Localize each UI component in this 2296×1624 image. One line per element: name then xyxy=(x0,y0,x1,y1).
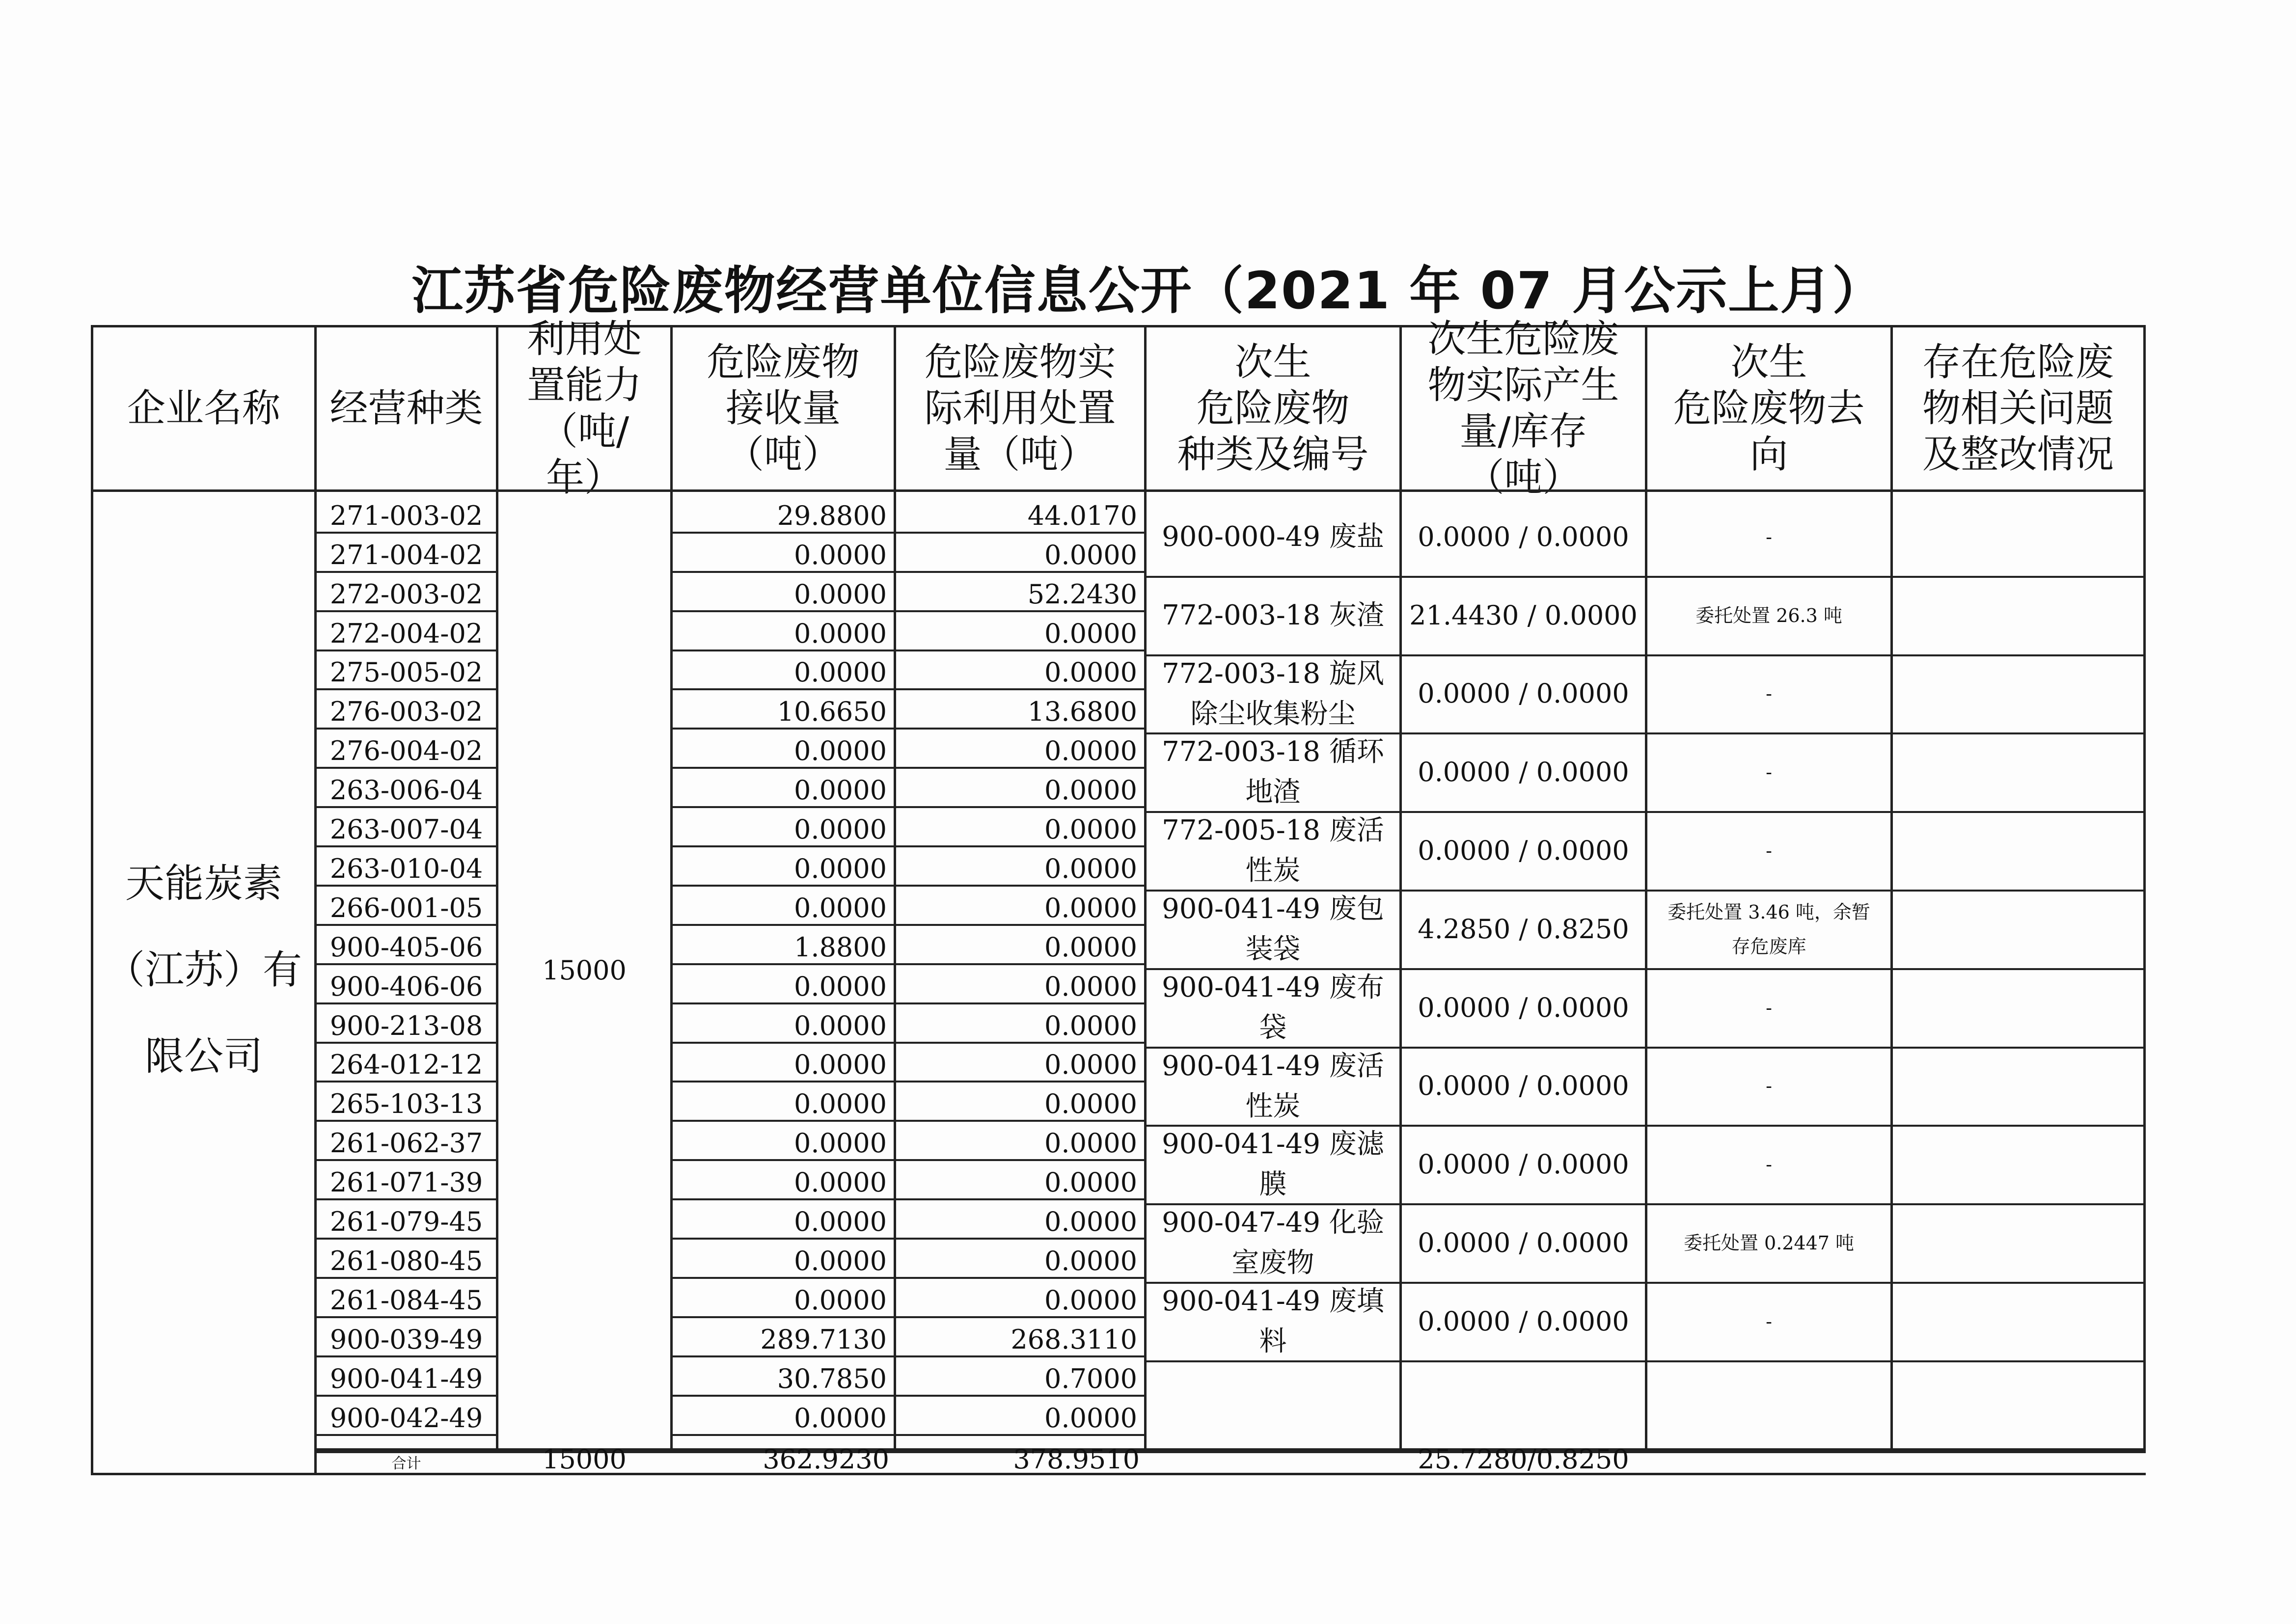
processed-value: 0.0000 xyxy=(896,926,1144,965)
secondary-waste-type: 772-003-18 旋风 除尘收集粉尘 xyxy=(1147,656,1399,735)
secondary-waste-type: 900-047-49 化验 室废物 xyxy=(1147,1205,1399,1284)
category-code: 265-103-13 xyxy=(317,1083,496,1122)
secondary-waste-type: 900-041-49 废滤 膜 xyxy=(1147,1127,1399,1205)
issue-cell xyxy=(1893,970,2143,1049)
issue-cell xyxy=(1893,656,2143,735)
processed-value: 0.0000 xyxy=(896,1279,1144,1318)
processed-value: 52.2430 xyxy=(896,573,1144,612)
secondary-waste-type: 772-003-18 循环 地渣 xyxy=(1147,734,1399,813)
category-code: 900-041-49 xyxy=(317,1357,496,1397)
header-capacity: 利用处 置能力 （吨/ 年） xyxy=(496,325,673,492)
secondary-amount: 0.0000 / 0.0000 xyxy=(1402,1284,1645,1362)
secondary-waste-type: 900-041-49 废活 性炭 xyxy=(1147,1049,1399,1127)
received-value: 0.0000 xyxy=(673,1279,894,1318)
received-value: 29.8800 xyxy=(673,494,894,534)
category-code: 261-071-39 xyxy=(317,1161,496,1200)
received-value: 0.0000 xyxy=(673,769,894,808)
secondary-amount: 0.0000 / 0.0000 xyxy=(1402,1127,1645,1205)
received-value: 10.6650 xyxy=(673,691,894,730)
received-value: 0.0000 xyxy=(673,534,894,573)
secondary-waste-type: 772-003-18 灰渣 xyxy=(1147,578,1399,656)
category-code: 900-039-49 xyxy=(317,1318,496,1357)
category-code: 900-042-49 xyxy=(317,1397,496,1436)
category-code: 263-010-04 xyxy=(317,847,496,887)
category-code: 261-084-45 xyxy=(317,1279,496,1318)
processed-value: 0.0000 xyxy=(896,1004,1144,1044)
received-value: 0.0000 xyxy=(673,1200,894,1240)
processed-value: 0.0000 xyxy=(896,1083,1144,1122)
secondary-destination: 委托处置 26.3 吨 xyxy=(1647,578,1890,656)
header-secondary-type: 次生 危险废物 种类及编号 xyxy=(1144,325,1402,492)
processed-value: 0.0000 xyxy=(896,730,1144,769)
category-code: 261-079-45 xyxy=(317,1200,496,1240)
category-code: 276-003-02 xyxy=(317,691,496,730)
company-name: 天能炭素 （江苏）有 限公司 xyxy=(106,861,302,1079)
received-value: 0.0000 xyxy=(673,1083,894,1122)
secondary-destination: - xyxy=(1647,656,1890,735)
secondary-waste-type: 900-041-49 废填 料 xyxy=(1147,1284,1399,1362)
secondary-destination: - xyxy=(1647,1284,1890,1362)
secondary-destination: - xyxy=(1647,499,1890,578)
total-secondary-amount: 25.7280/0.8250 xyxy=(1418,1444,1629,1475)
secondary-amount: 0.0000 / 0.0000 xyxy=(1402,656,1645,735)
issue-cell xyxy=(1893,1127,2143,1205)
received-value: 0.0000 xyxy=(673,651,894,691)
total-received: 362.9230 xyxy=(763,1444,889,1475)
secondary-amount: 0.0000 / 0.0000 xyxy=(1402,1205,1645,1284)
issue-cell xyxy=(1893,734,2143,813)
processed-value: 0.0000 xyxy=(896,1044,1144,1083)
category-code: 272-003-02 xyxy=(317,573,496,612)
received-value: 0.0000 xyxy=(673,1240,894,1279)
category-code: 271-004-02 xyxy=(317,534,496,573)
received-value: 0.0000 xyxy=(673,808,894,847)
received-value: 0.0000 xyxy=(673,1161,894,1200)
total-row xyxy=(314,1444,2146,1475)
processed-value: 0.0000 xyxy=(896,1240,1144,1279)
secondary-destination: - xyxy=(1647,734,1890,813)
received-value: 0.0000 xyxy=(673,847,894,887)
received-value: 30.7850 xyxy=(673,1357,894,1397)
processed-value: 0.0000 xyxy=(896,887,1144,926)
secondary-destination: 委托处置 0.2447 吨 xyxy=(1647,1205,1890,1284)
issue-cell xyxy=(1893,1205,2143,1284)
secondary-destination: - xyxy=(1647,1127,1890,1205)
category-code: 261-080-45 xyxy=(317,1240,496,1279)
issue-cell xyxy=(1893,499,2143,578)
processed-value: 13.6800 xyxy=(896,691,1144,730)
secondary-amount: 4.2850 / 0.8250 xyxy=(1402,892,1645,970)
received-value: 0.0000 xyxy=(673,1397,894,1436)
received-value: 0.0000 xyxy=(673,612,894,651)
secondary-waste-type: 900-041-49 废包 装袋 xyxy=(1147,892,1399,970)
secondary-waste-type: 900-041-49 废布 袋 xyxy=(1147,970,1399,1049)
issue-cell xyxy=(1893,1284,2143,1362)
secondary-amount: 0.0000 / 0.0000 xyxy=(1402,499,1645,578)
received-value: 0.0000 xyxy=(673,730,894,769)
category-code: 272-004-02 xyxy=(317,612,496,651)
received-value: 0.0000 xyxy=(673,573,894,612)
issue-cell xyxy=(1893,578,2143,656)
issue-cell xyxy=(1893,813,2143,892)
received-value: 0.0000 xyxy=(673,887,894,926)
document-title: 江苏省危险废物经营单位信息公开（2021 年 07 月公示上月） xyxy=(411,261,1885,321)
category-code: 261-062-37 xyxy=(317,1122,496,1161)
processed-value: 0.0000 xyxy=(896,651,1144,691)
received-value: 0.0000 xyxy=(673,1004,894,1044)
secondary-waste-type: 772-005-18 废活 性炭 xyxy=(1147,813,1399,892)
secondary-destination: - xyxy=(1647,1049,1890,1127)
total-capacity: 15000 xyxy=(542,1444,627,1475)
header-processed: 危险废物实 际利用处置 量（吨） xyxy=(894,325,1147,492)
processed-value: 0.0000 xyxy=(896,847,1144,887)
received-value: 289.7130 xyxy=(673,1318,894,1357)
header-secondary-amount: 次生危险废 物实际产生 量/库存 （吨） xyxy=(1399,325,1647,492)
header-company: 企业名称 xyxy=(91,325,317,492)
processed-value: 0.0000 xyxy=(896,1122,1144,1161)
category-code: 276-004-02 xyxy=(317,730,496,769)
secondary-destination: - xyxy=(1647,813,1890,892)
header-issues: 存在危险废 物相关问题 及整改情况 xyxy=(1890,325,2146,492)
category-code: 263-007-04 xyxy=(317,808,496,847)
issue-cell xyxy=(1893,892,2143,970)
secondary-destination: 委托处置 3.46 吨，余暂 存危废库 xyxy=(1647,892,1890,970)
category-code: 263-006-04 xyxy=(317,769,496,808)
secondary-amount: 0.0000 / 0.0000 xyxy=(1402,734,1645,813)
processed-value: 268.3110 xyxy=(896,1318,1144,1357)
received-value: 0.0000 xyxy=(673,1122,894,1161)
secondary-waste-type: 900-000-49 废盐 xyxy=(1147,499,1399,578)
total-processed: 378.9510 xyxy=(1013,1444,1140,1475)
processed-value: 0.0000 xyxy=(896,534,1144,573)
total-label: 合计 xyxy=(391,1455,421,1472)
secondary-amount: 21.4430 / 0.0000 xyxy=(1402,578,1645,656)
secondary-amount: 0.0000 / 0.0000 xyxy=(1402,813,1645,892)
received-value: 1.8800 xyxy=(673,926,894,965)
header-received: 危险废物 接收量 （吨） xyxy=(670,325,896,492)
secondary-destination: - xyxy=(1647,970,1890,1049)
category-code: 900-406-06 xyxy=(317,965,496,1004)
category-code: 900-405-06 xyxy=(317,926,496,965)
secondary-amount: 0.0000 / 0.0000 xyxy=(1402,970,1645,1049)
header-category: 经营种类 xyxy=(314,325,498,492)
processed-value: 0.0000 xyxy=(896,808,1144,847)
processed-value: 0.7000 xyxy=(896,1357,1144,1397)
category-code: 271-003-02 xyxy=(317,494,496,534)
capacity-value: 15000 xyxy=(542,954,627,986)
processed-value: 0.0000 xyxy=(896,1200,1144,1240)
category-code: 266-001-05 xyxy=(317,887,496,926)
header-secondary-dest: 次生 危险废物去 向 xyxy=(1645,325,1893,492)
processed-value: 44.0170 xyxy=(896,494,1144,534)
received-value: 0.0000 xyxy=(673,965,894,1004)
issue-cell xyxy=(1893,1049,2143,1127)
processed-value: 0.0000 xyxy=(896,1397,1144,1436)
received-value: 0.0000 xyxy=(673,1044,894,1083)
processed-value: 0.0000 xyxy=(896,769,1144,808)
category-code: 264-012-12 xyxy=(317,1044,496,1083)
processed-value: 0.0000 xyxy=(896,612,1144,651)
processed-value: 0.0000 xyxy=(896,965,1144,1004)
processed-value: 0.0000 xyxy=(896,1161,1144,1200)
secondary-amount: 0.0000 / 0.0000 xyxy=(1402,1049,1645,1127)
category-code: 900-213-08 xyxy=(317,1004,496,1044)
category-code: 275-005-02 xyxy=(317,651,496,691)
